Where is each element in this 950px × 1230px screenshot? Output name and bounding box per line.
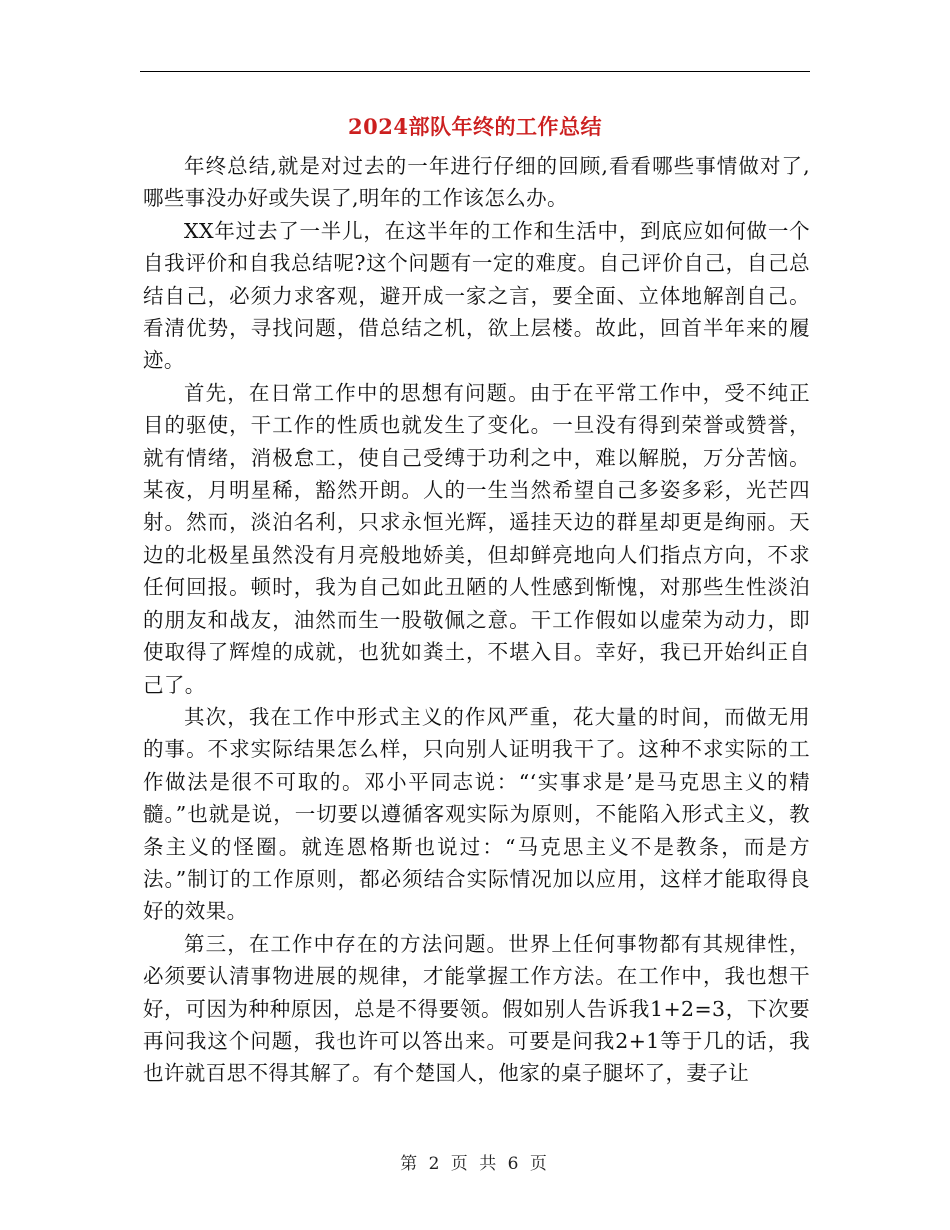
paragraph-first-thinking-problem: 首先，在日常工作中的思想有问题。由于在平常工作中，受不纯正目的驱使，干工作的性质也就发生了变化。一旦没有得到荣誉或赞誉，就有情绪，消极怠工，使自己受缚于功利之中，难以解脱，万分苦恼。某夜，月明星稀，豁然开朗。人的一生当然希望自己多姿多彩，光芒四射。然而，淡泊名利，只求永恒光辉，遥挂天边的群星却更是绚丽。天边的北极星虽然没有月亮般地娇美，但却鲜亮地向人们指点方向，不求任何回报。顿时，我为自己如此丑陋的人性感到惭愧，对那些生性淡泊的朋友和战友，油然而生一股敬佩之意。干工作假如以虚荣为动力，即使取得了辉煌的成就，也犹如粪土，不堪入目。幸好，我已开始纠正自己了。 xyxy=(143,380,810,697)
document-title: 2024部队年终的工作总结 xyxy=(348,114,602,139)
paragraph-intro: 年终总结,就是对过去的一年进行仔细的回顾,看看哪些事情做对了,哪些事没办好或失误了,明年的工作该怎么办。 xyxy=(143,154,810,211)
paragraph-self-evaluation: XX年过去了一半儿，在这半年的工作和生活中，到底应如何做一个自我评价和自我总结呢?这个问题有一定的难度。自己评价自己，自己总结自己，必须力求客观，避开成一家之言，要全面、立体地解剖自己。看清优势，寻找问题，借总结之机，欲上层楼。故此，回首半年来的履迹。 xyxy=(143,218,810,373)
paragraph-third-method: 第三，在工作中存在的方法问题。世界上任何事物都有其规律性，必须要认清事物进展的规律，才能掌握工作方法。在工作中，我也想干好，可因为种种原因，总是不得要领。假如别人告诉我1+2=3，下次要再问我这个问题，我也许可以答出来。可要是问我2+1等于几的话，我也许就百思不得其解了。有个楚国人，他家的桌子腿坏了，妻子让 xyxy=(143,931,810,1086)
document-body xyxy=(143,150,810,1090)
paragraph-second-formalism: 其次，我在工作中形式主义的作风严重，花大量的时间，而做无用的事。不求实际结果怎么样，只向别人证明我干了。这种不求实际的工作做法是很不可取的。邓小平同志说：“‘实事求是’是马克思主义的精髓。”也就是说，一切要以遵循客观实际为原则，不能陷入形式主义，教条主义的怪圈。就连恩格斯也说过：“马克思主义不是教条，而是方法。”制订的工作原则，都必须结合实际情况加以应用，这样才能取得良好的效果。 xyxy=(143,704,810,924)
page-number-footer: 第 2 页 共 6 页 xyxy=(400,1154,550,1174)
header-rule xyxy=(140,71,810,72)
